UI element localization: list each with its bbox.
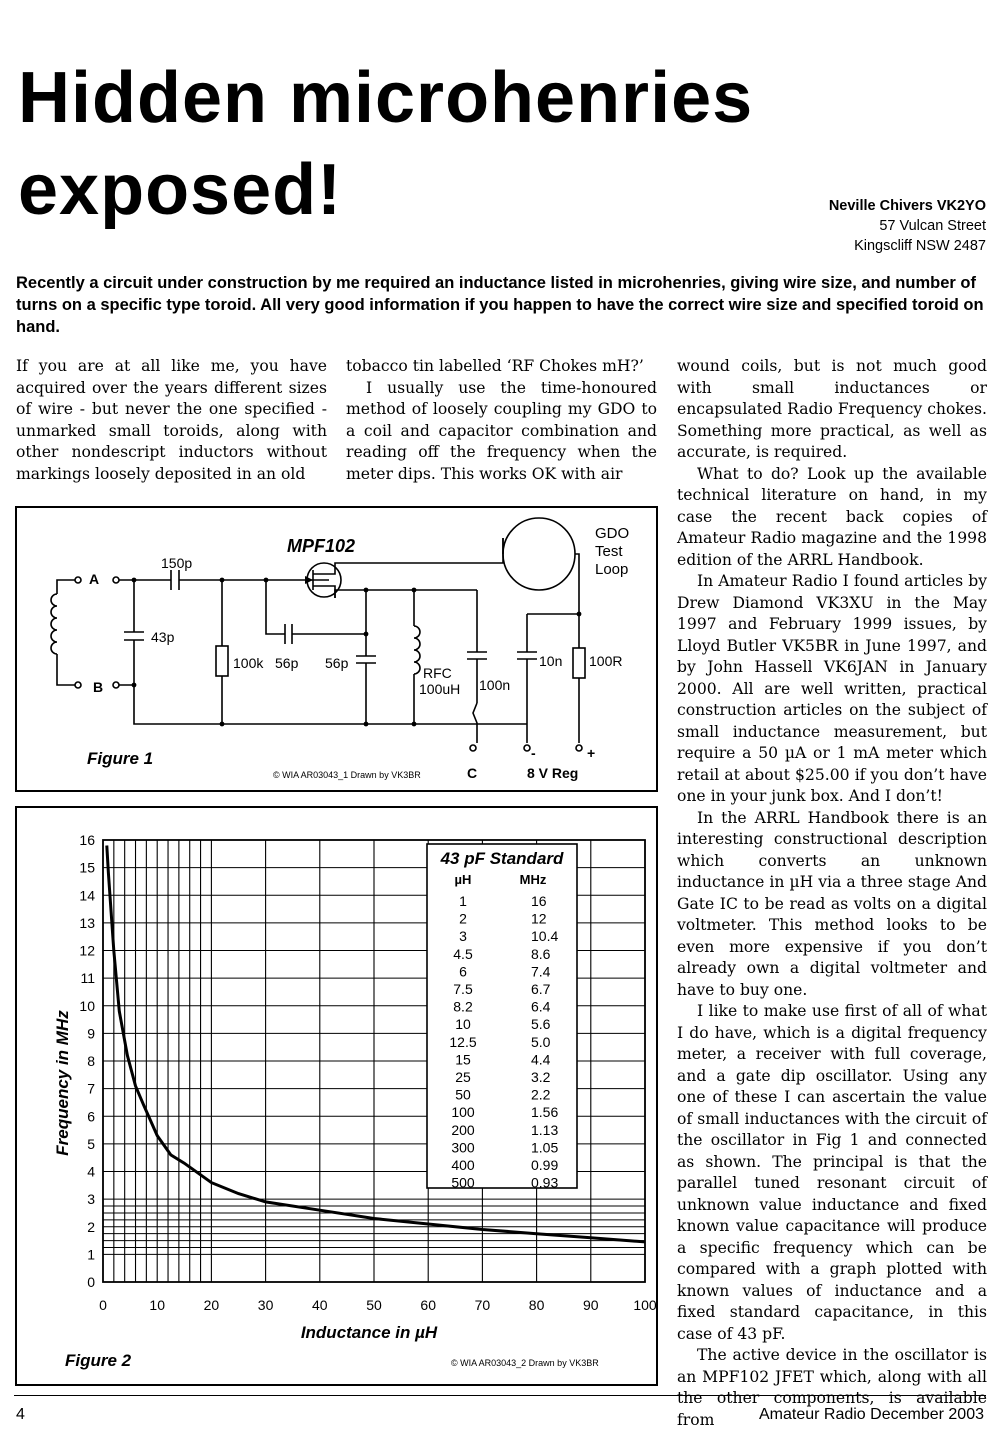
table-cell-frequency: 1.05	[531, 1139, 559, 1156]
label-test: Test	[595, 543, 623, 560]
footer-rule	[14, 1395, 986, 1396]
x-tick-label: 100	[633, 1297, 657, 1313]
col3-paragraph-1: wound coils, but is not much good with small inductances or encapsulated Radio Frequency chokes. Something more practical, as well as accurate, is required.	[677, 357, 987, 461]
label-output-c: C	[467, 765, 478, 781]
label-100k: 100k	[233, 655, 264, 671]
table-cell-inductance: 15	[455, 1051, 471, 1068]
y-tick-label: 6	[87, 1108, 95, 1125]
table-cell-inductance: 500	[451, 1174, 475, 1191]
label-terminal-b: B	[93, 679, 104, 695]
x-tick-label: 70	[474, 1297, 491, 1313]
table-cell-frequency: 5.0	[531, 1033, 551, 1050]
label-100uh: 100uH	[419, 681, 461, 697]
table-cell-inductance: 6	[459, 963, 467, 980]
col2-paragraph-1: tobacco tin labelled ‘RF Chokes mH?’	[346, 357, 644, 375]
standard-table-title: 43 pF Standard	[440, 849, 564, 868]
y-tick-label: 5	[87, 1135, 95, 1152]
byline	[829, 196, 986, 256]
col3-paragraph-4: In the ARRL Handbook there is an interesting constructional description which converts an unknown inductance in µH via a three stage And Gate IC to be read as volts on a digital voltmeter. This method looks to be even more expensive if you don’t already own a digital voltmeter and have to buy one.	[677, 808, 987, 999]
y-tick-label: 16	[79, 832, 95, 848]
figure-1-caption: Figure 1	[87, 749, 154, 768]
table-cell-frequency: 5.6	[531, 1016, 551, 1033]
col3-paragraph-2: What to do? Look up the available technical literature on hand, in my case the recent back copies of Amateur Radio magazine and the 1998 edition of the ARRL Handbook.	[677, 464, 987, 569]
table-cell-inductance: 12.5	[449, 1033, 477, 1050]
label-56p-shunt: 56p	[325, 655, 349, 671]
label-gdo: GDO	[595, 525, 630, 542]
col3-paragraph-3: In Amateur Radio I found articles by Drew Diamond VK3XU in the May 1997 and February 1999 issues, by Lloyd Butler VK5BR in June 1997, and by John Hassell VK6JAN in January 2000. All are well written, practical construction articles on the subject of small inductance measurement, but require a 50 µA or 1 mA meter which retail at about $25.00 if you don’t have one in your junk box. And I don’t!	[677, 572, 987, 805]
label-10n: 10n	[539, 653, 563, 669]
table-cell-inductance: 200	[451, 1121, 475, 1138]
table-cell-inductance: 100	[451, 1104, 475, 1121]
table-cell-frequency: 16	[531, 893, 547, 909]
table-cell-frequency: 3.2	[531, 1069, 551, 1085]
table-cell-inductance: 300	[451, 1139, 475, 1156]
x-tick-label: 40	[312, 1297, 328, 1313]
x-axis-label: Inductance in µH	[300, 1323, 438, 1342]
label-8v-reg: 8 V Reg	[527, 765, 579, 781]
x-tick-label: 30	[257, 1297, 274, 1313]
col3-paragraph-5: I like to make use first of all of what I do have, which is a digital frequency meter, a receiver with full coverage, and a gate dip oscillator. Using any one of these I can ascertain the value of small inductances with the circuit of the oscillator in Fig 1 and connected as shown. The principal is that the parallel tuned resonant circuit of unknown value inductance and fixed known value capacitance will produce a specific frequency which can be compared with a graph plotted with known values of inductance and a fixed standard capacitance, in this case of 43 pF.	[677, 1002, 987, 1343]
table-header-uh: µH	[454, 872, 472, 887]
intro-paragraph: Recently a circuit under construction by me required an inductance listed in microhenries, giving wire size, and number of turns on a specific type toroid. All very good information if you happen to have the correct wire size and specified toroid on hand.	[16, 274, 984, 336]
y-axis-label: Frequency in MHz	[53, 1010, 72, 1156]
x-tick-label: 50	[366, 1297, 382, 1313]
address-line-2: Kingscliff NSW 2487	[854, 238, 986, 254]
table-cell-frequency: 8.6	[531, 945, 551, 962]
label-rfc: RFC	[423, 665, 452, 681]
x-tick-label: 90	[583, 1297, 599, 1313]
y-tick-label: 14	[79, 887, 95, 904]
y-tick-label: 11	[80, 970, 95, 987]
label-150p: 150p	[161, 555, 193, 571]
col1-paragraph-1: If you are at all like me, you have acquired over the years different sizes of wire - but never the one specified - unmarked small toroids, along with other nondescript inductors without markings loosely deposited in an old	[16, 357, 327, 483]
label-plus: +	[587, 745, 596, 761]
address-line-1: 57 Vulcan Street	[879, 218, 986, 234]
y-tick-label: 13	[79, 914, 95, 931]
y-tick-label: 1	[87, 1246, 95, 1263]
publication-footer: Amateur Radio December 2003	[758, 1406, 984, 1423]
y-tick-label: 15	[79, 859, 95, 876]
table-header-mhz: MHz	[519, 872, 547, 887]
table-cell-inductance: 3	[459, 928, 467, 945]
x-tick-label: 0	[99, 1297, 107, 1313]
figure-2-chart	[15, 806, 658, 1386]
title-line-2: exposed!	[18, 150, 343, 230]
label-mpf102: MPF102	[287, 536, 356, 556]
table-cell-frequency: 0.99	[531, 1157, 559, 1173]
col3-paragraph-6: The active device in the oscillator is an MPF102 JFET which, along with all the other components, is available from	[677, 1346, 987, 1429]
author-name: Neville Chivers VK2YO	[828, 198, 986, 214]
label-minus: -	[531, 745, 536, 761]
article-title	[18, 52, 753, 236]
title-line-1: Hidden microhenries	[18, 58, 754, 138]
label-loop: Loop	[595, 561, 629, 578]
column-3	[677, 356, 987, 1431]
table-cell-frequency: 7.4	[531, 963, 551, 980]
table-cell-frequency: 10.4	[531, 928, 559, 945]
y-tick-label: 3	[87, 1191, 95, 1208]
table-cell-frequency: 6.4	[531, 998, 551, 1015]
label-100n: 100n	[479, 677, 511, 693]
y-tick-label: 7	[87, 1080, 95, 1097]
y-tick-label: 2	[87, 1218, 95, 1235]
table-cell-inductance: 400	[451, 1157, 475, 1173]
label-56p-series: 56p	[275, 655, 299, 671]
table-cell-inductance: 50	[455, 1086, 471, 1103]
table-cell-frequency: 1.13	[531, 1121, 559, 1138]
table-cell-inductance: 2	[459, 910, 467, 927]
table-cell-inductance: 4.5	[453, 945, 473, 962]
table-cell-frequency: 12	[531, 910, 547, 927]
column-1	[16, 356, 327, 485]
table-cell-inductance: 1	[459, 893, 467, 909]
frequency-vs-inductance-chart	[17, 808, 660, 1388]
circuit-schematic	[17, 508, 660, 794]
y-tick-label: 4	[87, 1163, 95, 1180]
x-tick-label: 10	[149, 1297, 165, 1313]
page-number: 4	[16, 1406, 25, 1423]
table-cell-frequency: 6.7	[531, 981, 551, 997]
y-tick-label: 8	[87, 1053, 95, 1069]
figure-2-credit: © WIA AR03043_2 Drawn by VK3BR	[451, 1358, 599, 1368]
col2-paragraph-2: I usually use the time-honoured method of loosely coupling my GDO to a coil and capacitor combination and reading off the frequency when the meter dips. This works OK with air	[346, 378, 657, 483]
table-cell-frequency: 0.93	[531, 1174, 559, 1191]
y-tick-label: 12	[79, 942, 95, 959]
x-tick-label: 60	[420, 1297, 436, 1313]
label-43p: 43p	[151, 629, 175, 645]
x-tick-label: 20	[203, 1297, 220, 1313]
table-cell-inductance: 7.5	[453, 981, 473, 997]
y-tick-label: 0	[87, 1274, 95, 1290]
figure-1-circuit	[15, 506, 658, 792]
table-cell-inductance: 25	[455, 1069, 471, 1085]
figure-1-credit: © WIA AR03043_1 Drawn by VK3BR	[273, 770, 421, 780]
table-cell-inductance: 8.2	[453, 998, 473, 1015]
y-tick-label: 9	[87, 1025, 95, 1042]
column-2	[346, 356, 657, 485]
table-cell-frequency: 2.2	[531, 1086, 551, 1103]
table-cell-frequency: 1.56	[531, 1104, 559, 1121]
label-100r: 100R	[589, 653, 623, 669]
x-tick-label: 80	[528, 1297, 545, 1313]
label-terminal-a: A	[89, 571, 100, 587]
figure-2-caption: Figure 2	[65, 1351, 132, 1370]
table-cell-frequency: 4.4	[531, 1051, 551, 1068]
y-tick-label: 10	[79, 997, 95, 1014]
table-cell-inductance: 10	[455, 1016, 471, 1033]
